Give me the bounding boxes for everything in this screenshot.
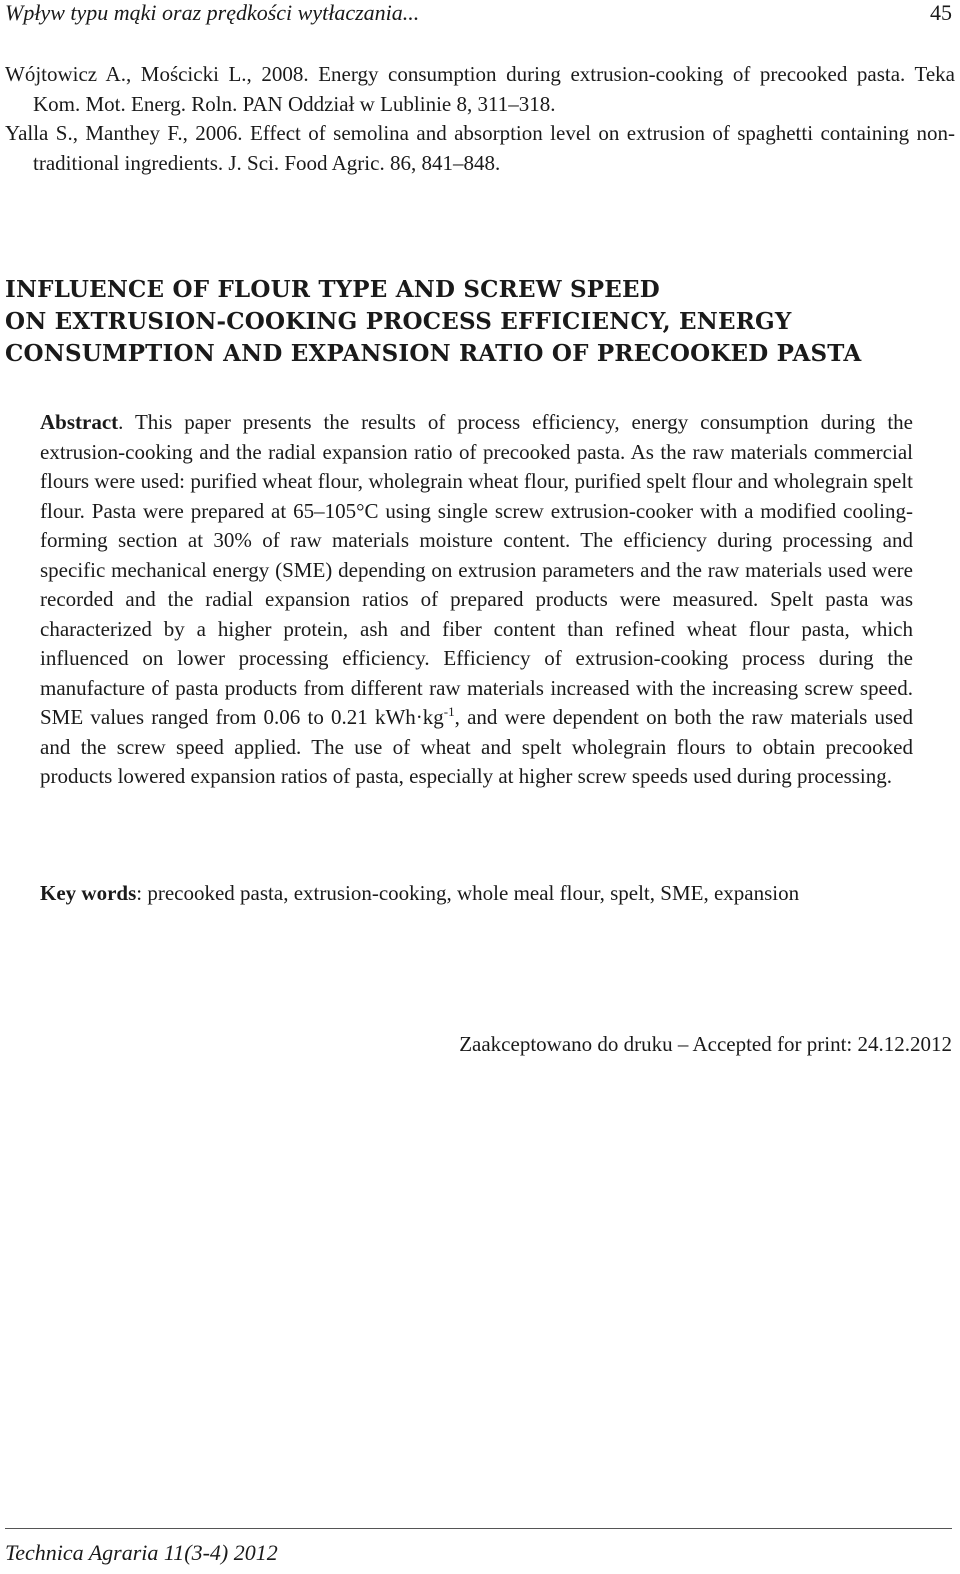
reference-item: Wójtowicz A., Mościcki L., 2008. Energy consumption during extrusion-cooking of precooked pasta. Teka Kom. Mot. Energ. Roln. PAN Oddział w Lublinie 8, 311–318. — [5, 62, 955, 116]
title-line: CONSUMPTION AND EXPANSION RATIO OF PRECOOKED PASTA — [5, 340, 862, 367]
abstract-text: . This paper presents the results of process efficiency, energy consumption during the extrusion-cooking and the radial expansion ratio of precooked pasta. As the raw materials commercial flours were used: purified wheat flour, wholegrain wheat flour, purified spelt flour and wholegrain spelt flour. Pasta were prepared at 65–105°C using single screw extrusion-cooker with a modified cooling-forming section at 30% of raw materials moisture content. The efficiency during processing and specific mechanical energy (SME) depending on extrusion parameters and the raw materials used were recorded and the radial expansion ratios of prepared products were measured. Spelt pasta was characterized by a higher protein, ash and fiber content than refined wheat flour pasta, which influenced on lower processing efficiency. Efficiency of extrusion-cooking process during the manufacture of pasta products from different raw materials increased with the increasing screw speed. SME values ranged from 0.06 to 0.21 kWh·kg — [40, 410, 913, 729]
footer-divider — [5, 1528, 952, 1529]
abstract-text-continued: , and were dependent on both the raw materials used and the screw speed applied. The use of wheat and spelt wholegrain flours to obtain precooked products lowered expansion ratios of pasta, especially at higher screw speeds used during processing. — [40, 705, 913, 788]
keywords-label: Key words — [40, 881, 137, 905]
abstract-label: Abstract — [40, 410, 119, 434]
references-list — [5, 60, 955, 178]
accepted-date: Zaakceptowano do druku – Accepted for print: 24.12.2012 — [459, 1032, 952, 1056]
paper-title — [5, 274, 955, 370]
running-header — [5, 0, 952, 30]
abstract-superscript: -1 — [443, 704, 455, 719]
abstract — [40, 408, 913, 792]
journal-footer: Technica Agraria 11(3-4) 2012 — [5, 1540, 278, 1565]
keywords — [40, 879, 940, 909]
reference-item: Yalla S., Manthey F., 2006. Effect of semolina and absorption level on extrusion of spaghetti containing non-traditional ingredients. J. Sci. Food Agric. 86, 841–848. — [5, 121, 955, 175]
page-number: 45 — [930, 0, 952, 25]
running-title: Wpływ typu mąki oraz prędkości wytłaczania... — [5, 0, 420, 25]
title-line: INFLUENCE OF FLOUR TYPE AND SCREW SPEED — [5, 276, 660, 303]
keywords-text: : precooked pasta, extrusion-cooking, whole meal flour, spelt, SME, expansion — [136, 881, 800, 905]
title-line: ON EXTRUSION-COOKING PROCESS EFFICIENCY, ENERGY — [5, 308, 792, 335]
